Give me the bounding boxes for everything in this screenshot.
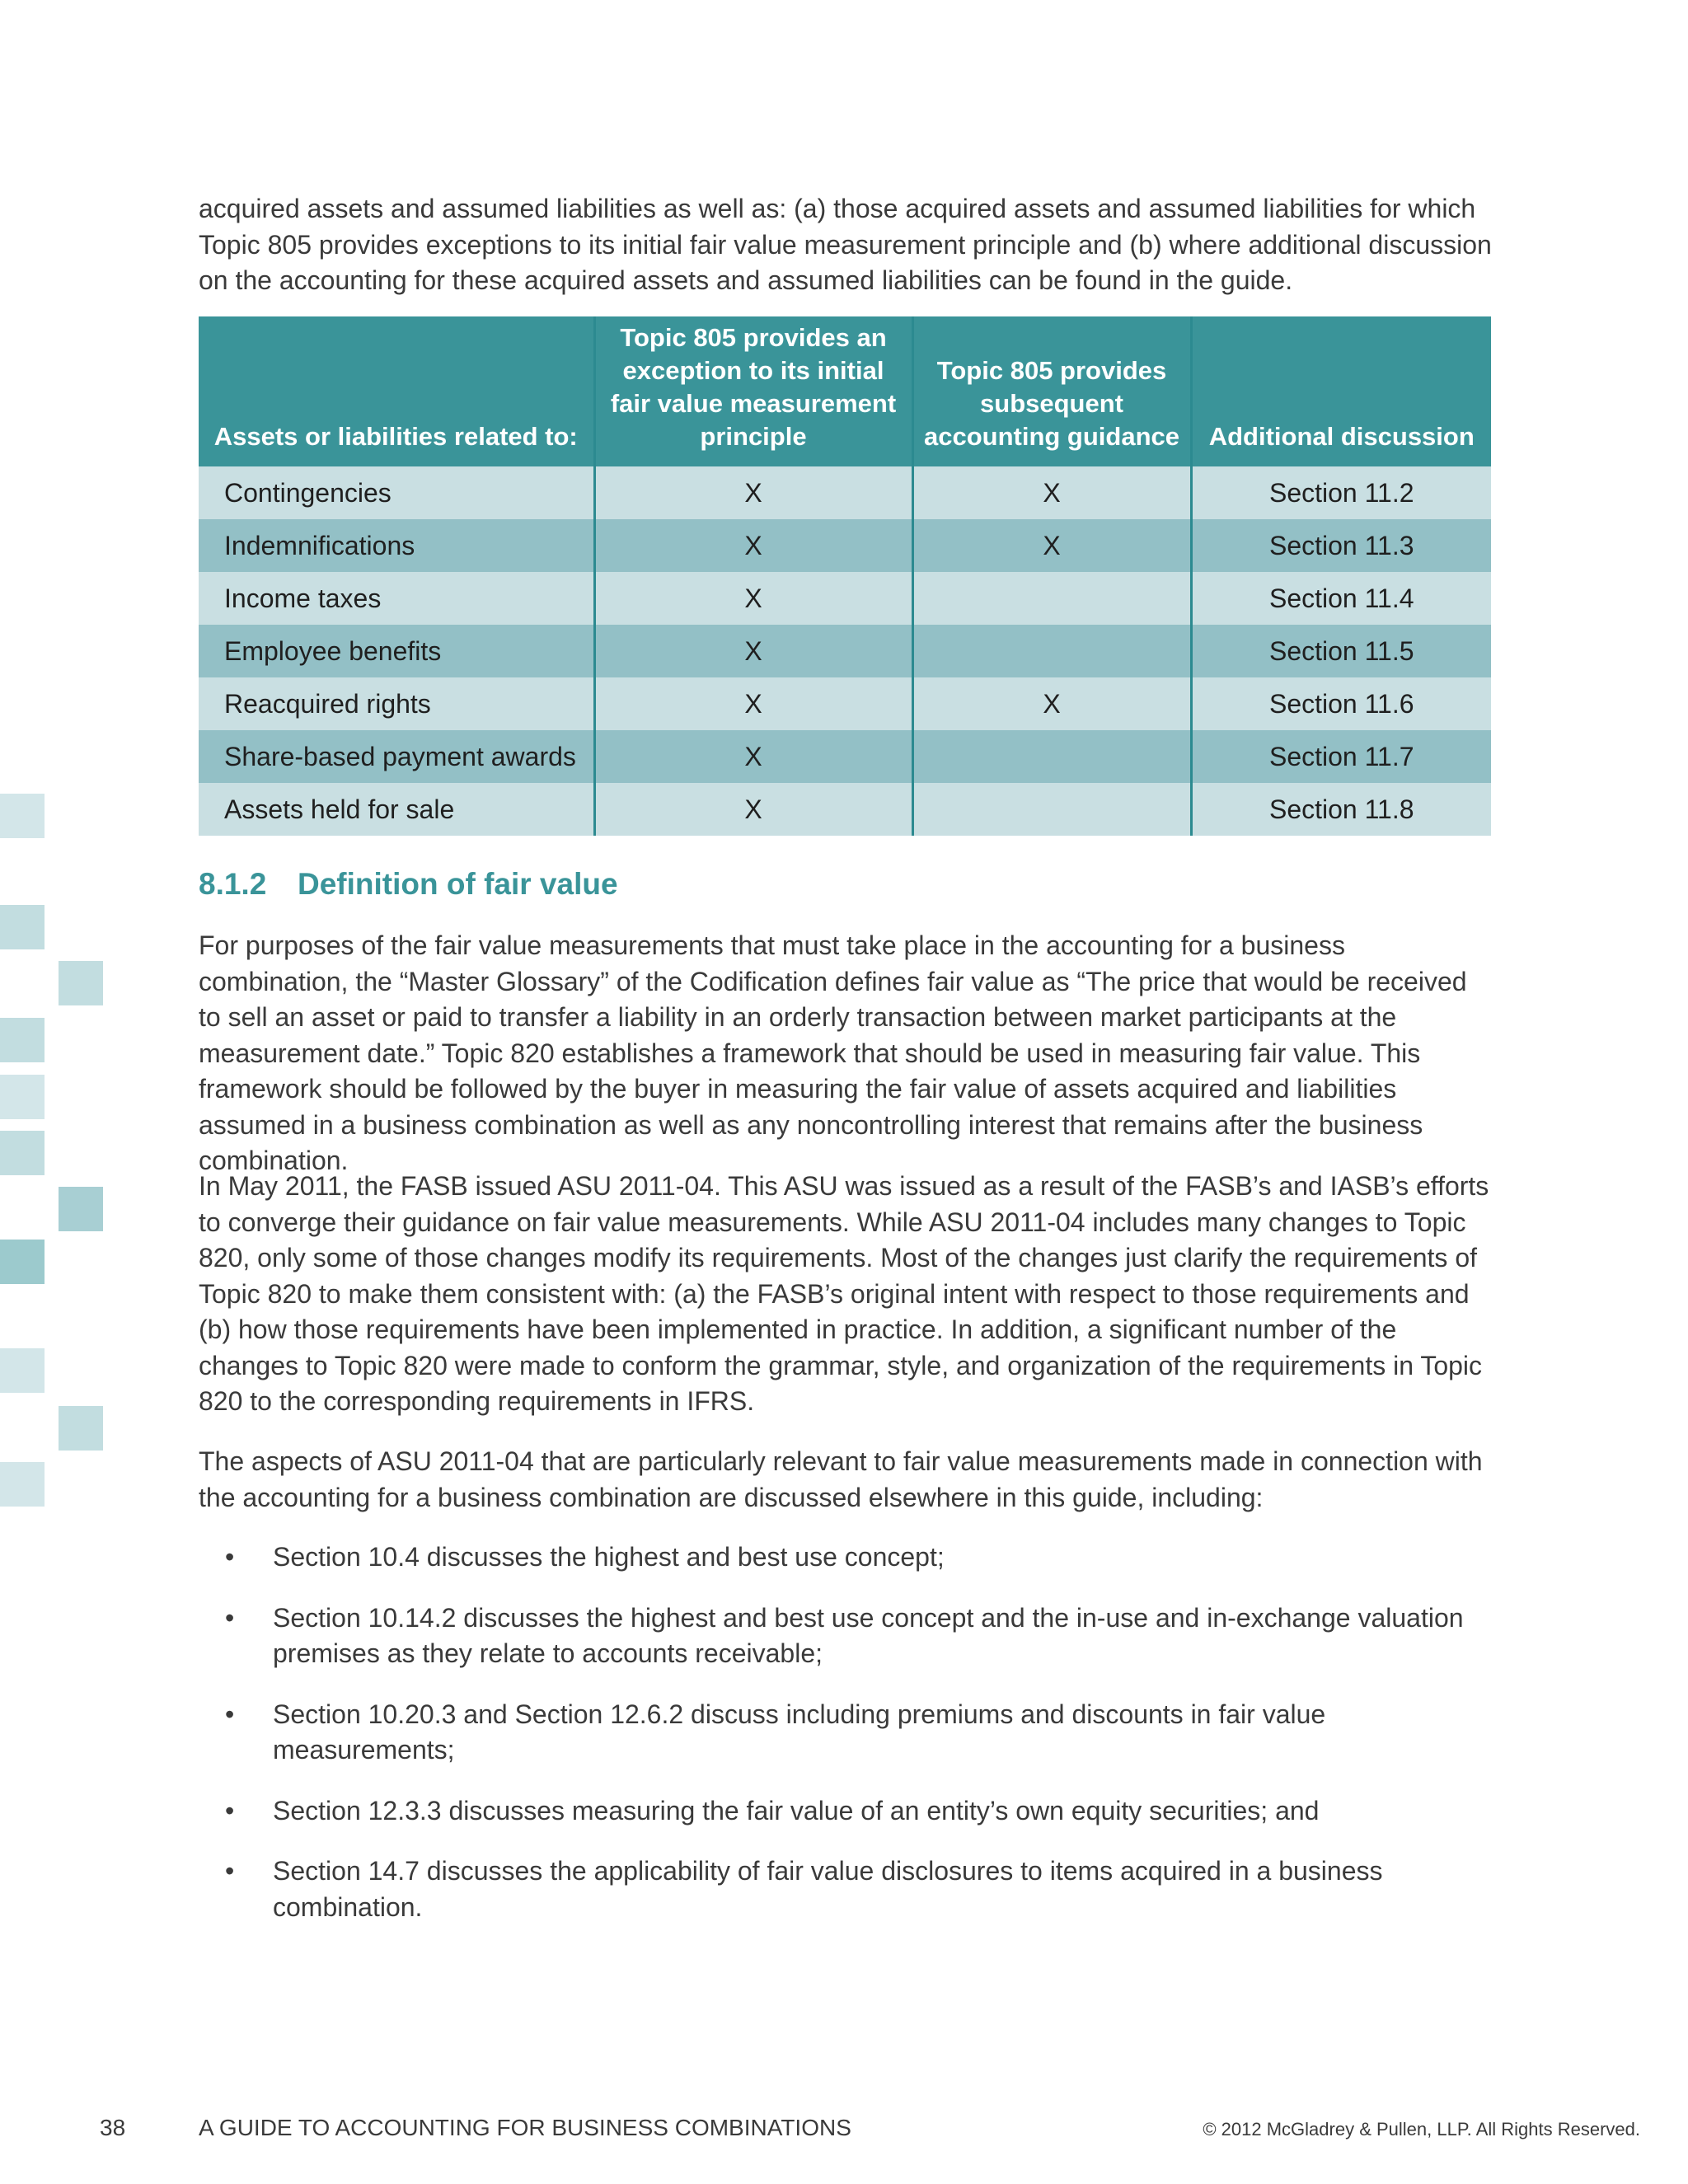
table-row: [199, 730, 1491, 783]
header-assets-liabilities: Assets or liabilities related to:: [199, 316, 594, 466]
table-row: [199, 625, 1491, 677]
row-item: Assets held for sale: [199, 783, 594, 836]
row-exception-mark: X: [594, 783, 912, 836]
intro-paragraph: acquired assets and assumed liabilities as well as: (a) those acquired assets and assumed liabilities for which Topic 805 provides exceptions to its initial fair value measurement principle and (b) where additional discussion on the accounting for these acquired assets and assumed liabilities can be found in the guide.: [199, 194, 1492, 295]
exceptions-table: [199, 316, 1491, 836]
row-item: Indemnifications: [199, 519, 594, 572]
header-additional-discussion: Additional discussion: [1191, 316, 1491, 466]
bullet-icon: •: [225, 1699, 235, 1729]
row-discussion: Section 11.2: [1191, 466, 1491, 519]
list-item-text: Section 10.20.3 and Section 12.6.2 discuss including premiums and discounts in fair value measurements;: [273, 1699, 1326, 1765]
footer-title: A GUIDE TO ACCOUNTING FOR BUSINESS COMBINATIONS: [199, 2115, 851, 2140]
decorative-square: [59, 961, 103, 1005]
decorative-square: [0, 1348, 45, 1393]
row-subsequent-mark: X: [912, 677, 1191, 730]
row-item: Share-based payment awards: [199, 730, 594, 783]
page-number: 38: [100, 2115, 126, 2140]
row-discussion: Section 11.6: [1191, 677, 1491, 730]
row-discussion: Section 11.7: [1191, 730, 1491, 783]
header-exception: Topic 805 provides an exception to its initial fair value measurement principle: [594, 316, 912, 466]
row-item: Contingencies: [199, 466, 594, 519]
bullet-icon: •: [225, 1542, 235, 1572]
table-header-row: [199, 316, 1491, 466]
decorative-square: [59, 1187, 103, 1231]
list-item: [199, 1854, 1493, 1925]
relevant-sections-list: [199, 1540, 1493, 1950]
section-title: Definition of fair value: [298, 867, 618, 901]
header-subsequent-guidance: Topic 805 provides subsequent accounting guidance: [912, 316, 1191, 466]
row-item: Employee benefits: [199, 625, 594, 677]
decorative-square: [59, 1406, 103, 1451]
row-exception-mark: X: [594, 730, 912, 783]
decorative-square: [0, 1240, 45, 1284]
row-exception-mark: X: [594, 466, 912, 519]
row-discussion: Section 11.8: [1191, 783, 1491, 836]
table-row: [199, 519, 1491, 572]
row-item: Income taxes: [199, 572, 594, 625]
list-item: [199, 1697, 1493, 1769]
table-row: [199, 572, 1491, 625]
table-row: [199, 466, 1491, 519]
row-discussion: Section 11.3: [1191, 519, 1491, 572]
paragraph-aspects-intro: The aspects of ASU 2011-04 that are particularly relevant to fair value measurements made in connection with the accounting for a business combination are discussed elsewhere in this guide, including:: [199, 1446, 1483, 1512]
row-exception-mark: X: [594, 625, 912, 677]
paragraph-asu-2011-04: In May 2011, the FASB issued ASU 2011-04. This ASU was issued as a result of the FASB’s and IASB’s efforts to converge their guidance on fair value measurements. While ASU 2011-04 includes many changes to Topic 820, only some of those changes modify its requirements. Most of the changes just clarify the requirements of Topic 820 to make them consistent with: (a) the FASB’s original intent with respect to those requirements and (b) how those requirements have been implemented in practice. In addition, a significant number of the changes to Topic 820 were made to conform the grammar, style, and organization of the requirements in Topic 820 to the corresponding requirements in IFRS.: [199, 1171, 1489, 1416]
paragraph-fair-value-definition: For purposes of the fair value measurements that must take place in the accounting for a business combination, the “Master Glossary” of the Codification defines fair value as “The price that would be received to sell an asset or paid to transfer a liability in an orderly transaction between market participants at the measurement date.” Topic 820 establishes a framework that should be used in measuring fair value. This framework should be followed by the buyer in measuring the fair value of assets acquired and liabilities assumed in a business combination as well as any noncontrolling interest that remains after the business combination.: [199, 930, 1467, 1175]
bullet-icon: •: [225, 1602, 235, 1633]
table-row: [199, 677, 1491, 730]
row-discussion: Section 11.4: [1191, 572, 1491, 625]
footer-copyright: © 2012 McGladrey & Pullen, LLP. All Rights Reserved.: [1203, 2119, 1640, 2139]
row-discussion: Section 11.5: [1191, 625, 1491, 677]
row-subsequent-mark: [912, 730, 1191, 783]
row-subsequent-mark: [912, 625, 1191, 677]
table-row: [199, 783, 1491, 836]
row-subsequent-mark: [912, 783, 1191, 836]
section-heading: [199, 864, 618, 905]
decorative-square: [0, 1131, 45, 1175]
list-item-text: Section 12.3.3 discusses measuring the fair value of an entity’s own equity securities; and: [273, 1795, 1320, 1825]
row-subsequent-mark: X: [912, 466, 1191, 519]
decorative-square: [0, 1462, 45, 1507]
row-subsequent-mark: [912, 572, 1191, 625]
list-item-text: Section 10.14.2 discusses the highest and best use concept and the in-use and in-exchange valuation premises as they relate to accounts receivable;: [273, 1602, 1464, 1668]
decorative-square: [0, 905, 45, 949]
row-subsequent-mark: X: [912, 519, 1191, 572]
row-exception-mark: X: [594, 519, 912, 572]
list-item: [199, 1540, 1493, 1576]
bullet-icon: •: [225, 1795, 235, 1825]
decorative-square: [0, 1075, 45, 1119]
list-item-text: Section 10.4 discusses the highest and best use concept;: [273, 1542, 945, 1572]
list-item: [199, 1601, 1493, 1672]
row-exception-mark: X: [594, 677, 912, 730]
decorative-square: [0, 794, 45, 838]
list-item: [199, 1793, 1493, 1830]
list-item-text: Section 14.7 discusses the applicability of fair value disclosures to items acquired in a business combination.: [273, 1856, 1383, 1922]
row-item: Reacquired rights: [199, 677, 594, 730]
bullet-icon: •: [225, 1856, 235, 1886]
section-number: 8.1.2: [199, 867, 267, 901]
row-exception-mark: X: [594, 572, 912, 625]
decorative-square: [0, 1018, 45, 1062]
